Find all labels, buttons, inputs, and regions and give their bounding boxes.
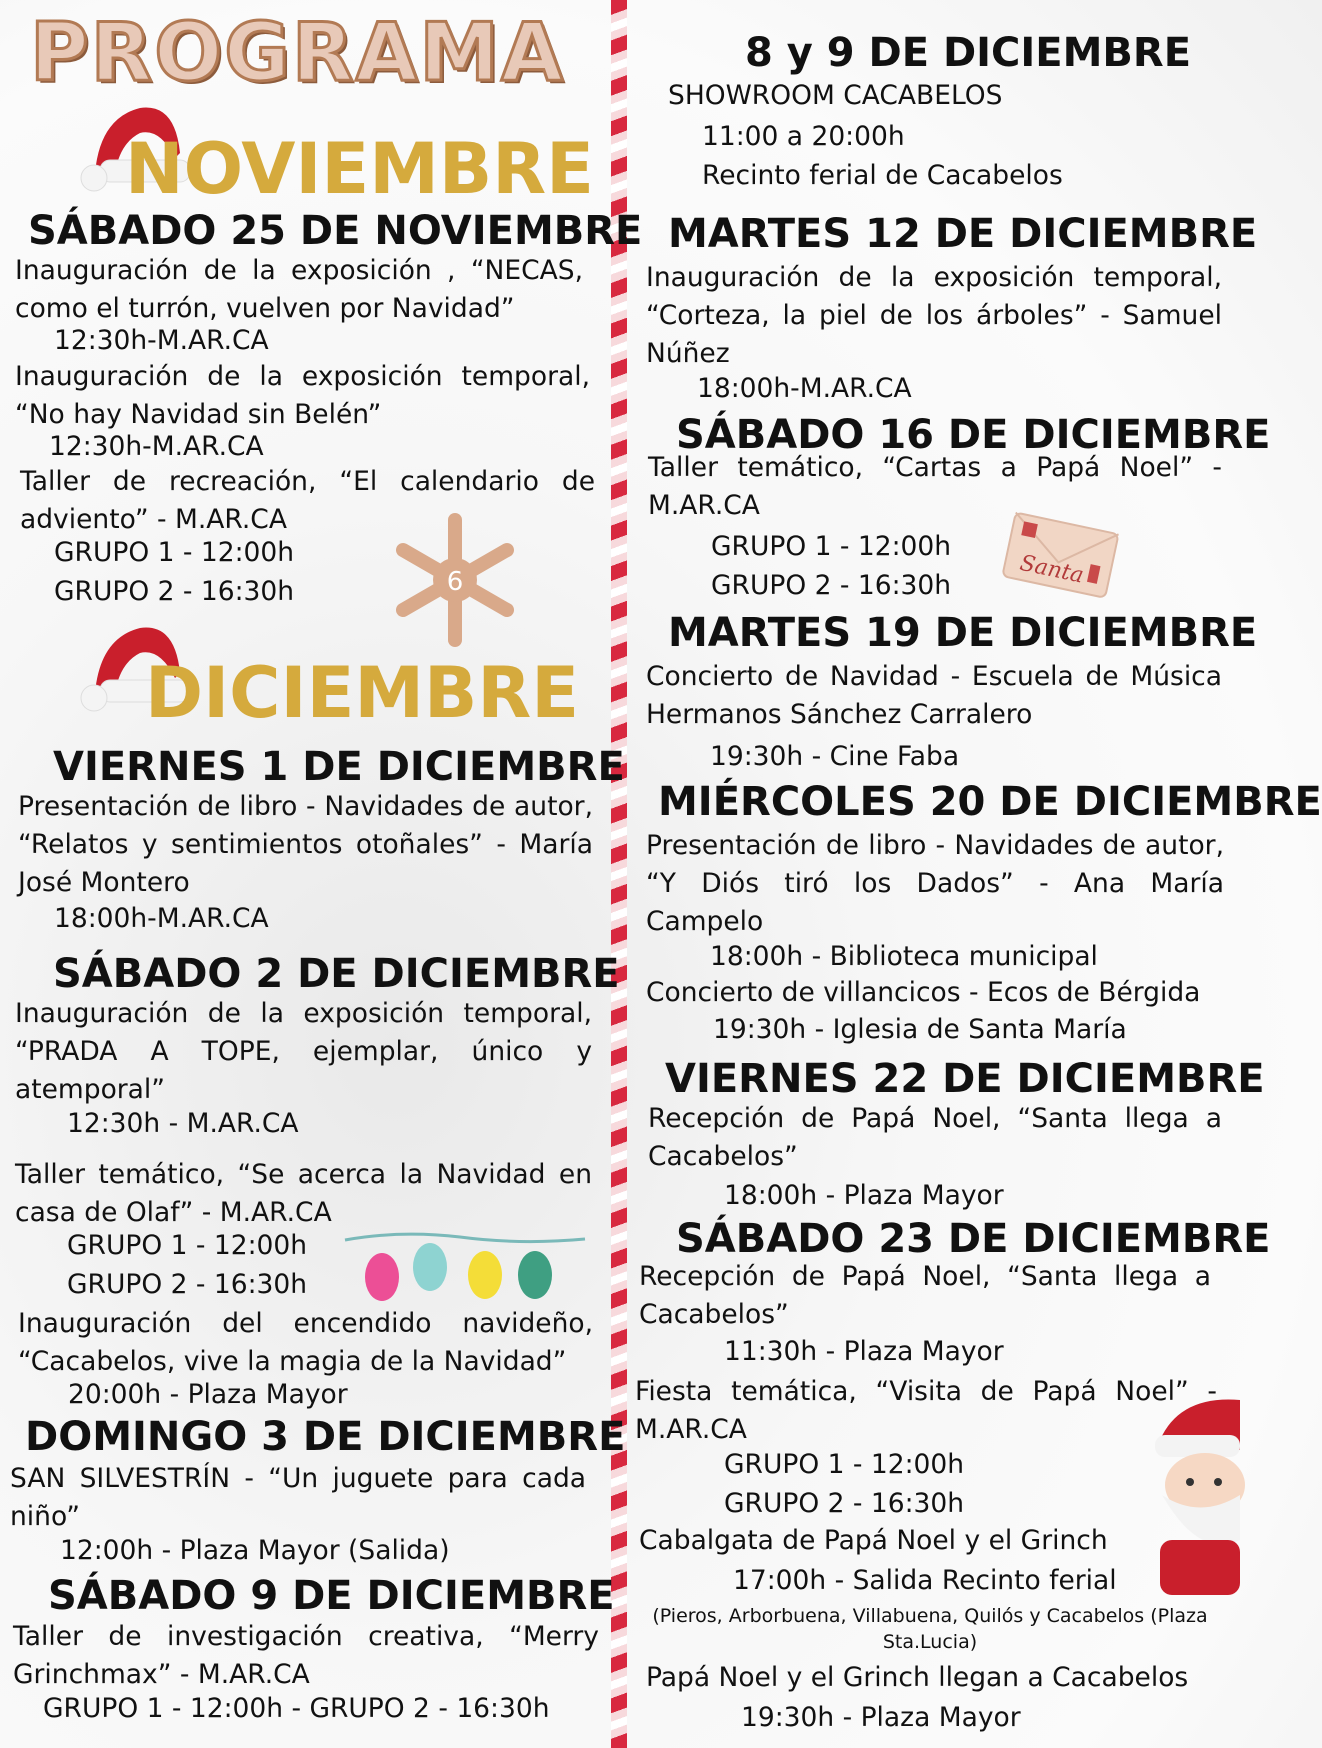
santa-letter-icon — [1000, 508, 1125, 603]
month-december: DICIEMBRE — [145, 652, 580, 734]
event-text: Inauguración de la exposición temporal, “Corteza, la piel de los árboles” - Samuel Núñez — [646, 262, 1222, 369]
date-heading: DOMINGO 3 DE DICIEMBRE — [25, 1414, 626, 1460]
event-time: 18:00h-M.AR.CA — [54, 903, 269, 934]
event-text: Inauguración de la exposición temporal, “PRADA A TOPE, ejemplar, único y atemporal” — [15, 998, 592, 1105]
group-time: GRUPO 2 - 16:30h — [724, 1488, 965, 1519]
event-text: Inauguración de la exposición , “NECAS, como el turrón, vuelven por Navidad” — [15, 255, 583, 324]
event-time: 17:00h - Salida Recinto ferial — [733, 1565, 1117, 1596]
letter-stamp-text: Santa — [1017, 550, 1086, 589]
event-text: Taller de recreación, “El calendario de adviento” - M.AR.CA — [20, 466, 595, 535]
event-time: 18:00h - Biblioteca municipal — [710, 941, 1098, 972]
event-time: 19:30h - Cine Faba — [710, 741, 960, 772]
christmas-lights-icon — [340, 1225, 590, 1315]
event-time: 12:30h-M.AR.CA — [49, 431, 264, 462]
event-text: Inauguración del encendido navideño, “Cacabelos, vive la magia de la Navidad” — [18, 1308, 593, 1377]
event-text: Papá Noel y el Grinch llegan a Cacabelos — [646, 1662, 1189, 1693]
date-heading: VIERNES 1 DE DICIEMBRE — [53, 744, 625, 790]
event-text: Taller de investigación creativa, “Merry Grinchmax” - M.AR.CA — [13, 1621, 599, 1690]
event-time: 20:00h - Plaza Mayor — [68, 1379, 348, 1410]
event-text: Recepción de Papá Noel, “Santa llega a Cacabelos” — [648, 1103, 1222, 1172]
group-time: GRUPO 1 - 12:00h — [67, 1230, 308, 1261]
event-time: 19:30h - Iglesia de Santa María — [713, 1014, 1127, 1045]
event-text: Cabalgata de Papá Noel y el Grinch — [639, 1525, 1108, 1556]
date-heading: SÁBADO 16 DE DICIEMBRE — [676, 412, 1271, 458]
date-heading: SÁBADO 2 DE DICIEMBRE — [53, 951, 620, 997]
event-text: Presentación de libro - Navidades de autor, “Relatos y sentimientos otoñales” - María José Montero — [18, 791, 593, 898]
event-time: 11:00 a 20:00h — [702, 121, 905, 152]
svg-text:6: 6 — [446, 567, 464, 597]
event-text: Taller temático, “Se acerca la Navidad en casa de Olaf” - M.AR.CA — [15, 1159, 592, 1228]
event-text: Concierto de Navidad - Escuela de Música Hermanos Sánchez Carralero — [646, 661, 1222, 730]
event-time: 11:30h - Plaza Mayor — [724, 1336, 1004, 1367]
date-heading: MARTES 19 DE DICIEMBRE — [668, 610, 1258, 656]
date-heading: MIÉRCOLES 20 DE DICIEMBRE — [658, 779, 1322, 825]
event-text: Fiesta temática, “Visita de Papá Noel” - M.AR.CA — [635, 1376, 1217, 1445]
event-text: SHOWROOM CACABELOS — [668, 80, 1003, 111]
event-text: Taller temático, “Cartas a Papá Noel” - M.AR.CA — [648, 452, 1222, 521]
event-text: Concierto de villancicos - Ecos de Bérgida — [646, 977, 1201, 1008]
candy-cane-divider — [611, 0, 627, 1748]
group-time: GRUPO 1 - 12:00h - GRUPO 2 - 16:30h — [43, 1693, 550, 1724]
event-text: Inauguración de la exposición temporal, “No hay Navidad sin Belén” — [15, 361, 590, 430]
date-heading: SÁBADO 23 DE DICIEMBRE — [676, 1216, 1271, 1262]
month-november: NOVIEMBRE — [125, 128, 594, 210]
date-heading: SÁBADO 25 DE NOVIEMBRE — [28, 208, 643, 254]
date-heading: SÁBADO 9 DE DICIEMBRE — [48, 1573, 615, 1619]
event-text: Presentación de libro - Navidades de autor, “Y Diós tiró los Dados” - Ana María Campelo — [646, 830, 1224, 937]
date-heading: MARTES 12 DE DICIEMBRE — [668, 211, 1258, 257]
date-heading: VIERNES 22 DE DICIEMBRE — [665, 1056, 1265, 1102]
group-time: GRUPO 1 - 12:00h — [724, 1449, 965, 1480]
group-time: GRUPO 1 - 12:00h — [711, 531, 952, 562]
event-time: 19:30h - Plaza Mayor — [741, 1702, 1021, 1733]
santa-claus-icon — [1140, 1390, 1240, 1600]
group-time: GRUPO 2 - 16:30h — [54, 576, 295, 607]
group-time: GRUPO 2 - 16:30h — [711, 570, 952, 601]
group-time: GRUPO 1 - 12:00h — [54, 537, 295, 568]
event-time: 12:30h - M.AR.CA — [67, 1108, 299, 1139]
date-heading: 8 y 9 DE DICIEMBRE — [745, 30, 1192, 76]
event-time: 18:00h - Plaza Mayor — [724, 1180, 1004, 1211]
event-time: 18:00h-M.AR.CA — [697, 373, 912, 404]
group-time: GRUPO 2 - 16:30h — [67, 1269, 308, 1300]
page-title: PROGRAMA — [30, 6, 565, 99]
snowflake-icon — [380, 510, 530, 650]
event-text: Recepción de Papá Noel, “Santa llega a Cacabelos” — [639, 1261, 1211, 1330]
event-time: 12:30h-M.AR.CA — [54, 325, 269, 356]
event-text: SAN SILVESTRÍN - “Un juguete para cada niño” — [10, 1463, 586, 1532]
event-time: 12:00h - Plaza Mayor (Salida) — [60, 1535, 450, 1566]
event-place: Recinto ferial de Cacabelos — [702, 160, 1063, 191]
event-note: (Pieros, Arborbuena, Villabuena, Quilós y Cacabelos (Plaza Sta.Lucia) — [652, 1605, 1208, 1653]
